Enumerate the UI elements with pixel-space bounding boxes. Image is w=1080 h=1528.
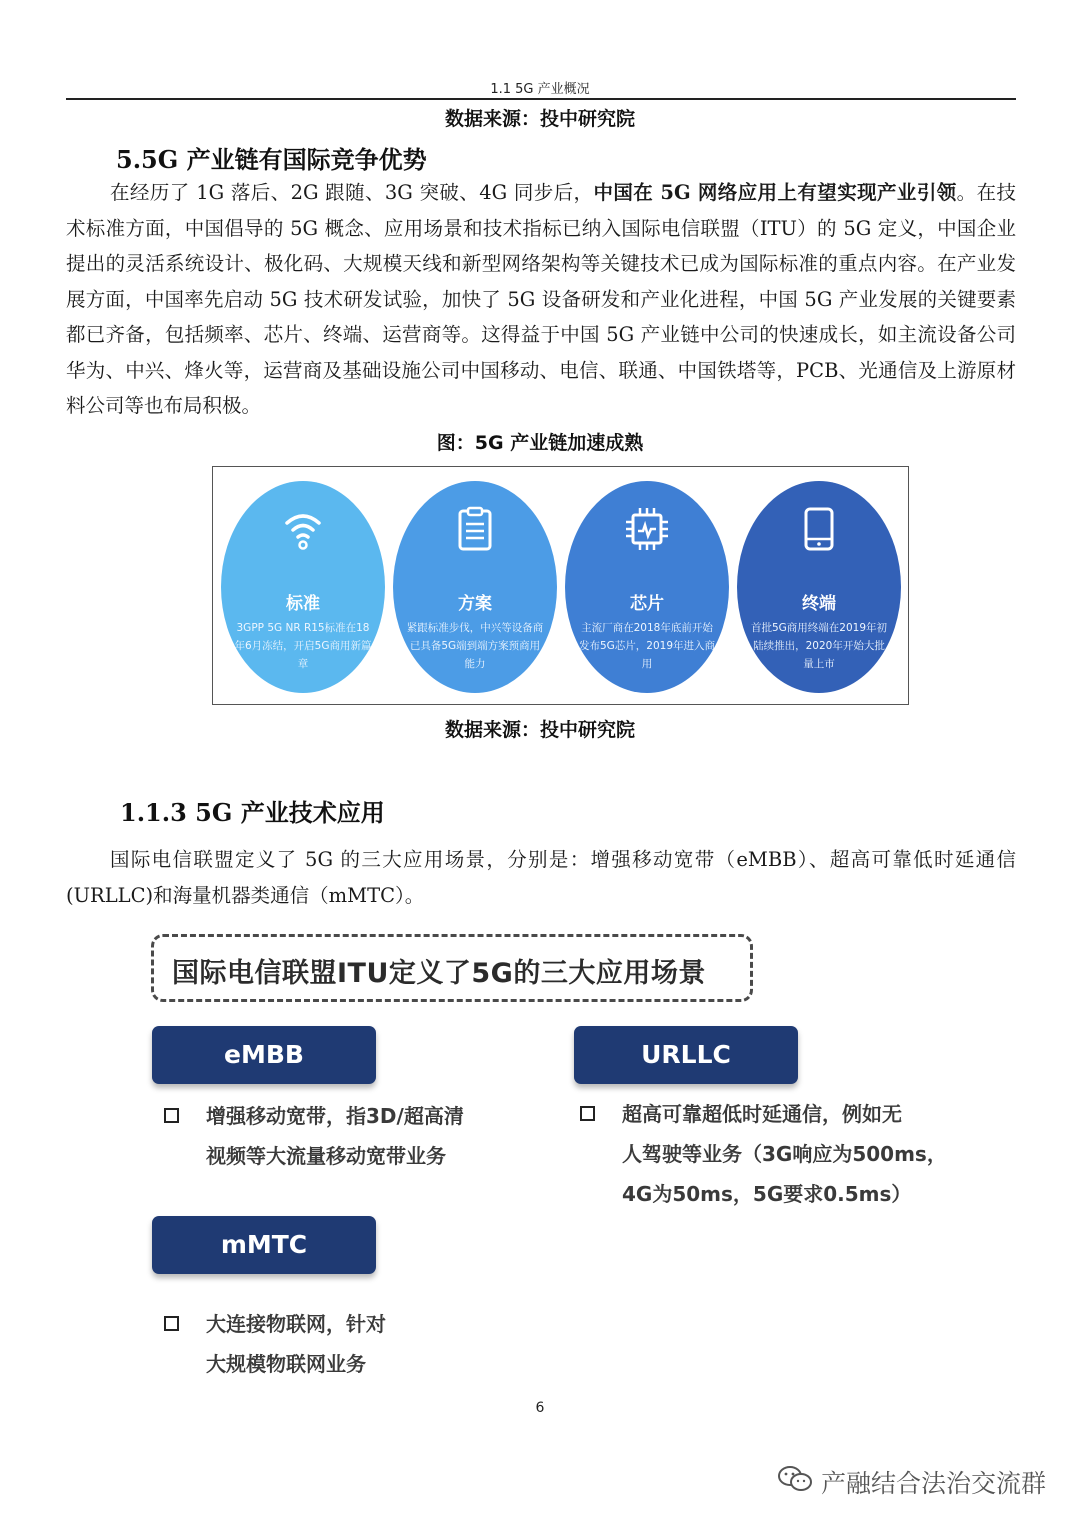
phone-icon <box>737 503 901 555</box>
running-header: 1.1 5G 产业概况 <box>490 82 590 97</box>
para-bold-text: 中国在 5G 网络应用上有望实现产业引领 <box>593 181 957 204</box>
circle-chip <box>565 481 729 693</box>
circle-title: 芯片 <box>630 594 664 614</box>
embb-line-1: 增强移动宽带，指3D/超高清 <box>206 1104 464 1128</box>
circle-desc: 主流厂商在2018年底前开始发布5G芯片，2019年进入商用 <box>578 622 716 670</box>
circle-title: 终端 <box>802 594 836 614</box>
section-heading-tech-application: 1.1.3 5G 产业技术应用 <box>120 798 385 827</box>
figure1-caption: 图：5G 产业链加速成熟 <box>436 432 644 454</box>
urllc-line-2: 人驾驶等业务（3G响应为500ms， <box>622 1142 947 1166</box>
figure1-industry-maturity <box>212 466 909 705</box>
checkbox-bullet <box>164 1108 179 1123</box>
urllc-line-1: 超高可靠超低时延通信，例如无 <box>622 1102 902 1126</box>
header-rule <box>66 98 1016 100</box>
wechat-icon <box>777 1464 813 1500</box>
chip-icon <box>565 503 729 555</box>
circle-title: 方案 <box>458 594 492 614</box>
embb-line-2: 视频等大流量移动宽带业务 <box>206 1144 446 1168</box>
footer-brand-name: 产融结合法治交流群 <box>820 1469 1046 1498</box>
figure2-title-box <box>151 934 753 1002</box>
circle-desc: 首批5G商用终端在2019年初陆续推出，2020年开始大批量上市 <box>750 622 888 670</box>
tag-urllc: URLLC <box>574 1026 798 1084</box>
circle-solution <box>393 481 557 693</box>
section1-paragraph <box>66 175 1016 424</box>
tag-mmtc: mMTC <box>152 1216 376 1274</box>
circle-desc: 3GPP 5G NR R15标准在18年6月冻结，开启5G商用新篇章 <box>234 622 372 670</box>
section-heading-industry-chain: 5.5G 产业链有国际竞争优势 <box>116 145 427 174</box>
page-number: 6 <box>535 1400 545 1416</box>
circle-terminal <box>737 481 901 693</box>
figure2-title: 国际电信联盟ITU定义了5G的三大应用场景 <box>172 958 706 989</box>
circle-desc: 紧跟标准步伐，中兴等设备商已具备5G端到端方案预商用能力 <box>406 622 544 670</box>
checkbox-bullet <box>580 1106 595 1121</box>
checkbox-bullet <box>164 1316 179 1331</box>
tag-embb: eMBB <box>152 1026 376 1084</box>
mmtc-line-1: 大连接物联网，针对 <box>206 1312 386 1336</box>
top-source-caption: 数据来源：投中研究院 <box>444 108 635 130</box>
section2-paragraph: 国际电信联盟定义了 5G 的三大应用场景，分别是：增强移动宽带（eMBB）、超高可靠低时延通信(URLLC)和海量机器类通信（mMTC）。 <box>66 848 1016 907</box>
urllc-line-3: 4G为50ms，5G要求0.5ms） <box>622 1182 912 1206</box>
circle-title: 标准 <box>286 594 320 614</box>
para-text-2: 。在技术标准方面，中国倡导的 5G 概念、应用场景和技术指标已纳入国际电信联盟（ITU）的 5G 定义，中国企业提出的灵活系统设计、极化码、大规模天线和新型网络架构等关键技术已成为国际标准的重点内容。在产业发展方面，中国率先启动 5G 技术研发试验，加快了 5G 设备研发和产业化进程，中国 5G 产业发展的关键要素都已齐备，包括频率、芯片、终端、运营商等。这得益于中国 5G 产业链中公司的快速成长，如主流设备公司华为、中兴、烽火等，运营商及基础设施公司中国移动、电信、联通、中国铁塔等，PCB、光通信及上游原材料公司等也布局积极。 <box>66 181 1016 417</box>
circle-standard <box>221 481 385 693</box>
document-icon <box>393 503 557 555</box>
para-text-1: 在经历了 1G 落后、2G 跟随、3G 突破、4G 同步后， <box>110 181 594 204</box>
footer-brand[interactable] <box>777 1462 1046 1502</box>
wifi-icon <box>221 503 385 555</box>
figure1-source-caption: 数据来源：投中研究院 <box>444 719 635 741</box>
mmtc-line-2: 大规模物联网业务 <box>206 1352 366 1376</box>
